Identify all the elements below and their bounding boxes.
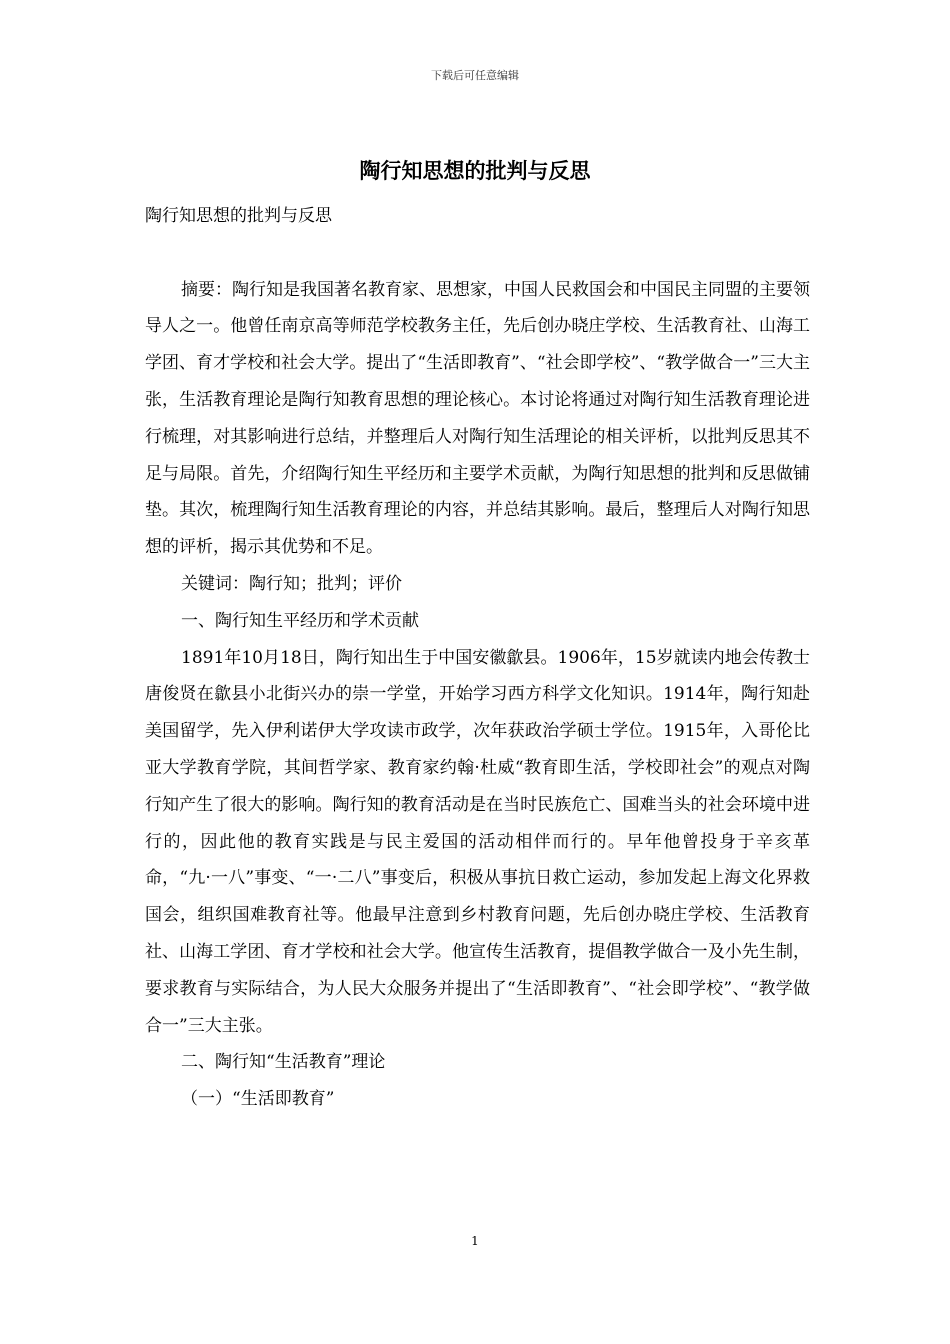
page-number: 1 xyxy=(471,1234,479,1248)
document-body xyxy=(145,198,810,1118)
document-title: 陶行知思想的批判与反思 xyxy=(359,158,591,183)
keywords-line: 关键词：陶行知；批判；评价 xyxy=(181,573,402,594)
abstract-paragraph: 摘要：陶行知是我国著名教育家、思想家，中国人民救国会和中国民主同盟的主要领导人之一。他曾任南京高等师范学校教务主任，先后创办晓庄学校、生活教育社、山海工学团、育才学校和社会大学。提出了“生活即教育”、“社会即学校”、“教学做合一”三大主张，生活教育理论是陶行知教育思想的理论核心。本讨论将通过对陶行知生活教育理论进行梳理，对其影响进行总结，并整理后人对陶行知生活理论的相关评析，以批判反思其不足与局限。首先，介绍陶行知生平经历和主要学术贡献，为陶行知思想的批判和反思做铺垫。其次，梳理陶行知生活教育理论的内容，并总结其影响。最后，整理后人对陶行知思想的评析，揭示其优势和不足。 xyxy=(145,279,810,558)
document-subtitle: 陶行知思想的批判与反思 xyxy=(145,206,332,226)
section-2-heading: 二、陶行知“生活教育”理论 xyxy=(181,1052,386,1073)
subsection-1-heading: （一）“生活即教育” xyxy=(181,1089,335,1110)
section-1-body: 1891年10月18日，陶行知出生于中国安徽歙县。1906年，15岁就读内地会传教士唐俊贤在歙县小北街兴办的崇一学堂，开始学习西方科学文化知识。1914年，陶行知赴美国留学，先入伊利诺伊大学攻读市政学，次年获政治学硕士学位。1915年，入哥伦比亚大学教育学院，其间哲学家、教育家约翰·杜威“教育即生活，学校即社会”的观点对陶行知产生了很大的影响。陶行知的教育活动是在当时民族危亡、国难当头的社会环境中进行的，因此他的教育实践是与民主爱国的活动相伴而行的。早年他曾投身于辛亥革命，“九·一八”事变、“一·二八”事变后，积极从事抗日救亡运动，参加发起上海文化界救国会，组织国难教育社等。他最早注意到乡村教育问题，先后创办晓庄学校、生活教育社、山海工学团、育才学校和社会大学。他宣传生活教育，提倡教学做合一及小先生制，要求教育与实际结合，为人民大众服务并提出了“生活即教育”、“社会即学校”、“教学做合一”三大主张。 xyxy=(145,647,810,1036)
page-header-note: 下载后可任意编辑 xyxy=(431,69,519,82)
section-1-heading: 一、陶行知生平经历和学术贡献 xyxy=(181,610,419,631)
